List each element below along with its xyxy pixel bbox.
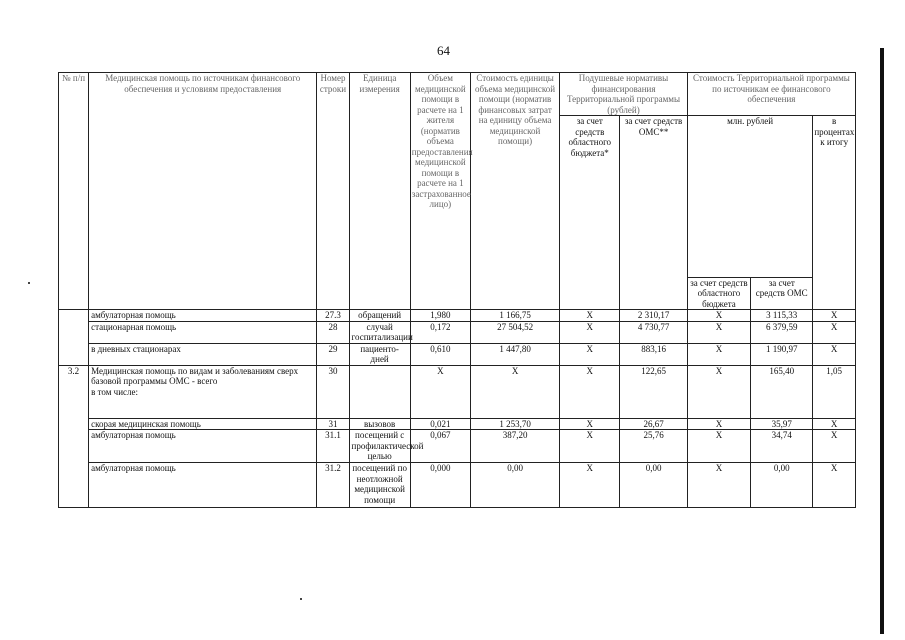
medical-aid-table xyxy=(58,72,856,508)
cell-row-number: 30 xyxy=(317,365,349,418)
table-row xyxy=(59,321,856,343)
header-per-capita-budget: за счет средств областного бюджета* xyxy=(560,116,620,310)
cell-per-capita-oms: 883,16 xyxy=(620,343,687,365)
cell-name: Медицинская помощь по видам и заболеваниям сверх базовой программы ОМС - всего в том числе: xyxy=(89,365,317,418)
cell-num xyxy=(59,463,89,508)
header-number: № п/п xyxy=(59,73,89,310)
cell-total-oms: 1 190,97 xyxy=(751,343,813,365)
cell-name: амбулаторная помощь xyxy=(89,310,317,322)
cell-name: стационарная помощь xyxy=(89,321,317,343)
scan-edge-bar xyxy=(880,48,884,634)
header-total-cost: Стоимость Территориальной программы по источникам ее финансового обеспечения xyxy=(687,73,855,116)
cell-percent: Х xyxy=(813,321,856,343)
cell-unit: посещений с профилактической целью xyxy=(349,430,410,463)
cell-percent: Х xyxy=(813,463,856,508)
cell-volume: 0,172 xyxy=(410,321,470,343)
cell-total-budget: Х xyxy=(687,310,750,322)
cell-cost: 0,00 xyxy=(470,463,559,508)
table-row xyxy=(59,310,856,322)
header-total-oms: за счет средств ОМС xyxy=(751,277,813,310)
cell-percent: 1,05 xyxy=(813,365,856,418)
scan-speck xyxy=(300,598,302,600)
cell-unit: вызовов xyxy=(349,418,410,430)
cell-total-oms: 0,00 xyxy=(751,463,813,508)
header-percent: в процентах к итогу xyxy=(813,116,856,310)
cell-volume: 0,000 xyxy=(410,463,470,508)
cell-unit: случай госпитализации xyxy=(349,321,410,343)
cell-volume: 0,610 xyxy=(410,343,470,365)
header-per-capita: Подушевые нормативы финансирования Территориальной программы (рублей) xyxy=(560,73,688,116)
cell-cost: 1 253,70 xyxy=(470,418,559,430)
cell-per-capita-budget: Х xyxy=(560,343,620,365)
cell-total-oms: 165,40 xyxy=(751,365,813,418)
cell-per-capita-oms: 0,00 xyxy=(620,463,687,508)
cell-percent: Х xyxy=(813,418,856,430)
table-row xyxy=(59,463,856,508)
cell-volume: 1,980 xyxy=(410,310,470,322)
cell-percent: Х xyxy=(813,310,856,322)
cell-name: скорая медицинская помощь xyxy=(89,418,317,430)
cell-num xyxy=(59,343,89,365)
cell-row-number: 31.1 xyxy=(317,430,349,463)
cell-total-budget: Х xyxy=(687,365,750,418)
cell-percent: Х xyxy=(813,430,856,463)
cell-volume: 0,021 xyxy=(410,418,470,430)
cell-per-capita-budget: Х xyxy=(560,418,620,430)
header-cost: Стоимость единицы объема медицинской помощи (норматив финансовых затрат на единицу объема медицинской помощи) xyxy=(470,73,559,310)
scan-speck xyxy=(28,282,30,284)
cell-per-capita-budget: Х xyxy=(560,365,620,418)
cell-total-oms: 35,97 xyxy=(751,418,813,430)
cell-num: 3.2 xyxy=(59,365,89,418)
header-row-number: Номер строки xyxy=(317,73,349,310)
cell-cost: 1 166,75 xyxy=(470,310,559,322)
cell-row-number: 29 xyxy=(317,343,349,365)
header-mln-rubles: млн. рублей xyxy=(687,116,813,278)
table-row xyxy=(59,343,856,365)
cell-per-capita-oms: 2 310,17 xyxy=(620,310,687,322)
cell-per-capita-budget: Х xyxy=(560,463,620,508)
cell-percent: Х xyxy=(813,343,856,365)
cell-num xyxy=(59,430,89,463)
cell-total-budget: Х xyxy=(687,463,750,508)
cell-num xyxy=(59,321,89,343)
cell-row-number: 27.3 xyxy=(317,310,349,322)
cell-total-budget: Х xyxy=(687,321,750,343)
header-row-1 xyxy=(59,73,856,116)
header-unit: Единица измерения xyxy=(349,73,410,310)
cell-cost: 27 504,52 xyxy=(470,321,559,343)
cell-cost: Х xyxy=(470,365,559,418)
cell-num xyxy=(59,310,89,322)
cell-per-capita-budget: Х xyxy=(560,321,620,343)
cell-unit: обращений xyxy=(349,310,410,322)
header-name: Медицинская помощь по источникам финансового обеспечения и условиям предоставления xyxy=(89,73,317,310)
cell-name: амбулаторная помощь xyxy=(89,430,317,463)
cell-total-budget: Х xyxy=(687,418,750,430)
cell-total-oms: 34,74 xyxy=(751,430,813,463)
cell-unit: пациенто-дней xyxy=(349,343,410,365)
cell-name: амбулаторная помощь xyxy=(89,463,317,508)
cell-row-number: 31 xyxy=(317,418,349,430)
cell-total-oms: 3 115,33 xyxy=(751,310,813,322)
cell-per-capita-oms: 26,67 xyxy=(620,418,687,430)
cell-per-capita-oms: 122,65 xyxy=(620,365,687,418)
cell-unit xyxy=(349,365,410,418)
cell-row-number: 31.2 xyxy=(317,463,349,508)
table-row xyxy=(59,430,856,463)
cell-name: в дневных стационарах xyxy=(89,343,317,365)
header-volume: Объем медицинской помощи в расчете на 1 жителя (норматив объема предоставления медицинской помощи в расчете на 1 застрахованное лицо) xyxy=(410,73,470,310)
cell-unit: посещений по неотложной медицинской помощи xyxy=(349,463,410,508)
table-row xyxy=(59,418,856,430)
header-per-capita-oms: за счет средств ОМС** xyxy=(620,116,687,310)
cell-total-oms: 6 379,59 xyxy=(751,321,813,343)
cell-volume: 0,067 xyxy=(410,430,470,463)
cell-total-budget: Х xyxy=(687,343,750,365)
cell-cost: 387,20 xyxy=(470,430,559,463)
cell-volume: Х xyxy=(410,365,470,418)
cell-total-budget: Х xyxy=(687,430,750,463)
cell-per-capita-budget: Х xyxy=(560,310,620,322)
cell-per-capita-budget: Х xyxy=(560,430,620,463)
cell-num xyxy=(59,418,89,430)
cell-cost: 1 447,80 xyxy=(470,343,559,365)
cell-row-number: 28 xyxy=(317,321,349,343)
page-number: 64 xyxy=(437,43,450,58)
table-row xyxy=(59,365,856,418)
header-total-budget: за счет средств областного бюджета xyxy=(687,277,750,310)
cell-per-capita-oms: 4 730,77 xyxy=(620,321,687,343)
cell-per-capita-oms: 25,76 xyxy=(620,430,687,463)
